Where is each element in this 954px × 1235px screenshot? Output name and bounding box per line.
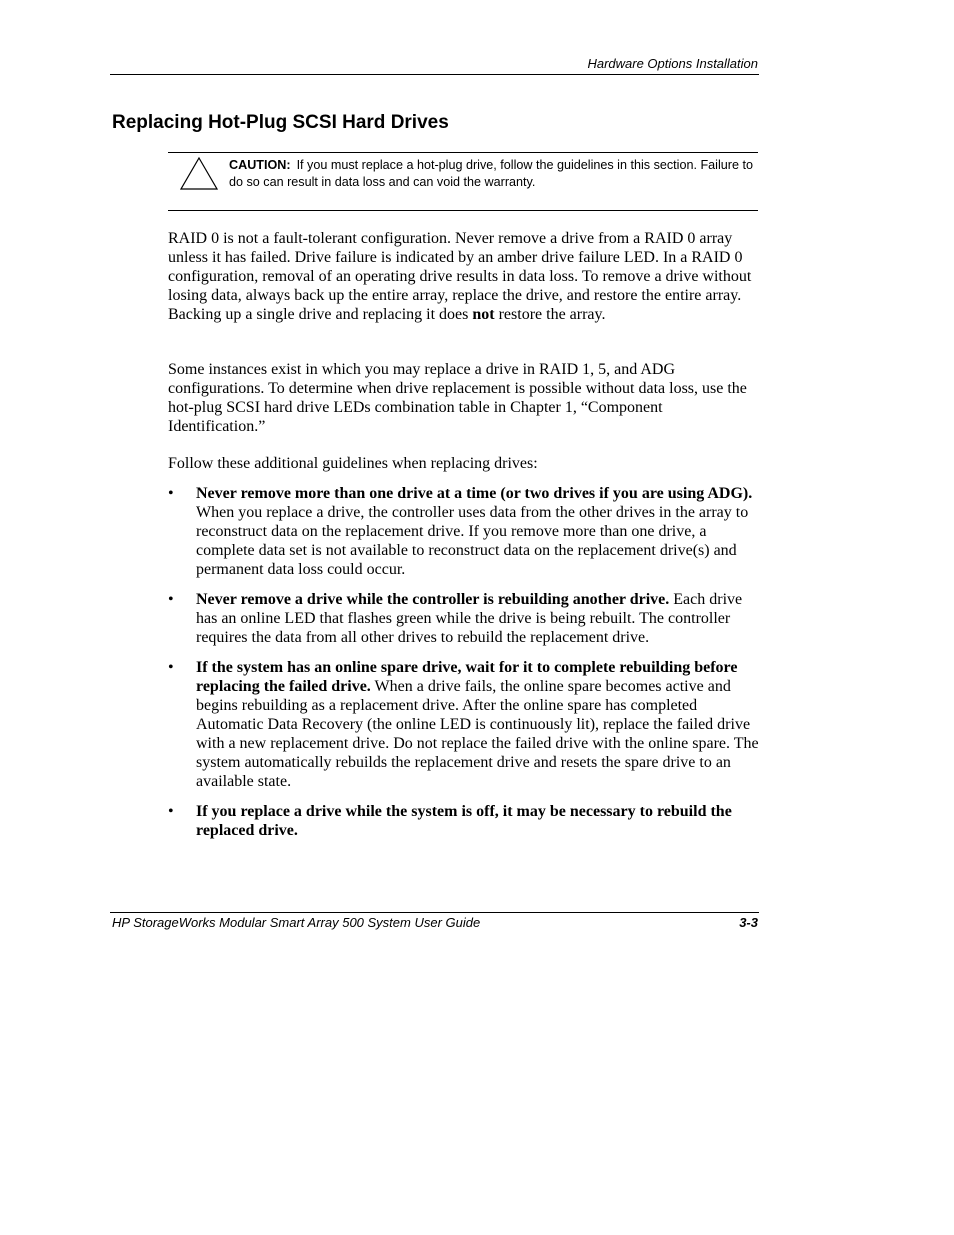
guideline-item <box>168 658 760 791</box>
guideline-item <box>168 484 760 579</box>
bullet-icon: • <box>168 803 174 820</box>
caution-bottom-rule <box>168 210 758 211</box>
caution-notice <box>229 157 759 191</box>
guideline-item <box>168 590 760 647</box>
footer-rule <box>110 912 759 913</box>
guideline-heading: Never remove more than one drive at a time (or two drives if you are using ADG). <box>196 485 753 502</box>
guideline-text: When a drive fails, the online spare becomes active and begins rebuilding as a replacement drive. After the online spare has completed Automatic Data Recovery (the online LED is continuously lit), replace the failed drive with a new replacement drive. Do not replace the failed drive with the online spare. The system automatically rebuilds the replacement drive and resets the spare drive to an available state. <box>196 678 759 790</box>
bullet-icon: • <box>168 659 174 676</box>
guideline-heading: If you replace a drive while the system is off, it may be necessary to rebuild the replaced drive. <box>196 803 732 839</box>
follow-paragraph: Follow these additional guidelines when replacing drives: <box>168 455 538 472</box>
guideline-text: When you replace a drive, the controller uses data from the other drives in the array to reconstruct data on the replacement drive. If you remove more than one drive, a complete data set is not available to reconstruct data on the replacement drive(s) and permanent data loss could occur. <box>196 504 749 578</box>
section-title: Replacing Hot-Plug SCSI Hard Drives <box>112 112 449 133</box>
bullet-icon: • <box>168 485 174 502</box>
running-header: Hardware Options Installation <box>587 56 758 71</box>
raid0-text: RAID 0 is not a fault-tolerant configuration. Never remove a drive from a RAID 0 array unless it has failed. Drive failure is indicated by an amber drive failure LED. In a RAID 0 configuration, removal of an operating drive results in data loss. To remove a drive without losing data, always back up the entire array, replace the drive, and restore the entire array. Backing up a single drive and replacing it does <box>168 230 752 323</box>
guideline-heading: Never remove a drive while the controller is rebuilding another drive. <box>196 591 670 608</box>
raid0-emphasis: not <box>472 306 495 323</box>
guideline-heading: If the system has an online spare drive, wait for it to complete rebuilding before replacing the failed drive. <box>196 659 738 695</box>
raid0-paragraph <box>168 229 760 324</box>
header-rule <box>110 74 759 75</box>
caution-label: CAUTION: <box>229 158 291 172</box>
bullet-icon: • <box>168 591 174 608</box>
warning-triangle-icon <box>180 157 218 191</box>
footer-document-title: HP StorageWorks Modular Smart Array 500 System User Guide <box>112 915 481 930</box>
guidelines-list <box>168 484 760 851</box>
raid0-text-end: restore the array. <box>498 306 606 323</box>
guideline-text: Each drive has an online LED that flashes green while the drive is being rebuilt. The controller requires the data from all other drives to rebuild the replacement drive. <box>196 591 743 646</box>
instances-paragraph: Some instances exist in which you may replace a drive in RAID 1, 5, and ADG configurations. To determine when drive replacement is possible without data loss, use the hot-plug SCSI hard drive LEDs combination table in Chapter 1, “Component Identification.” <box>168 361 747 435</box>
guideline-item <box>168 802 760 840</box>
caution-message: If you must replace a hot-plug drive, follow the guidelines in this section. Failure to do so can result in data loss and can void the warranty. <box>229 158 753 189</box>
page-number: 3-3 <box>739 915 758 930</box>
caution-top-rule <box>168 152 758 153</box>
